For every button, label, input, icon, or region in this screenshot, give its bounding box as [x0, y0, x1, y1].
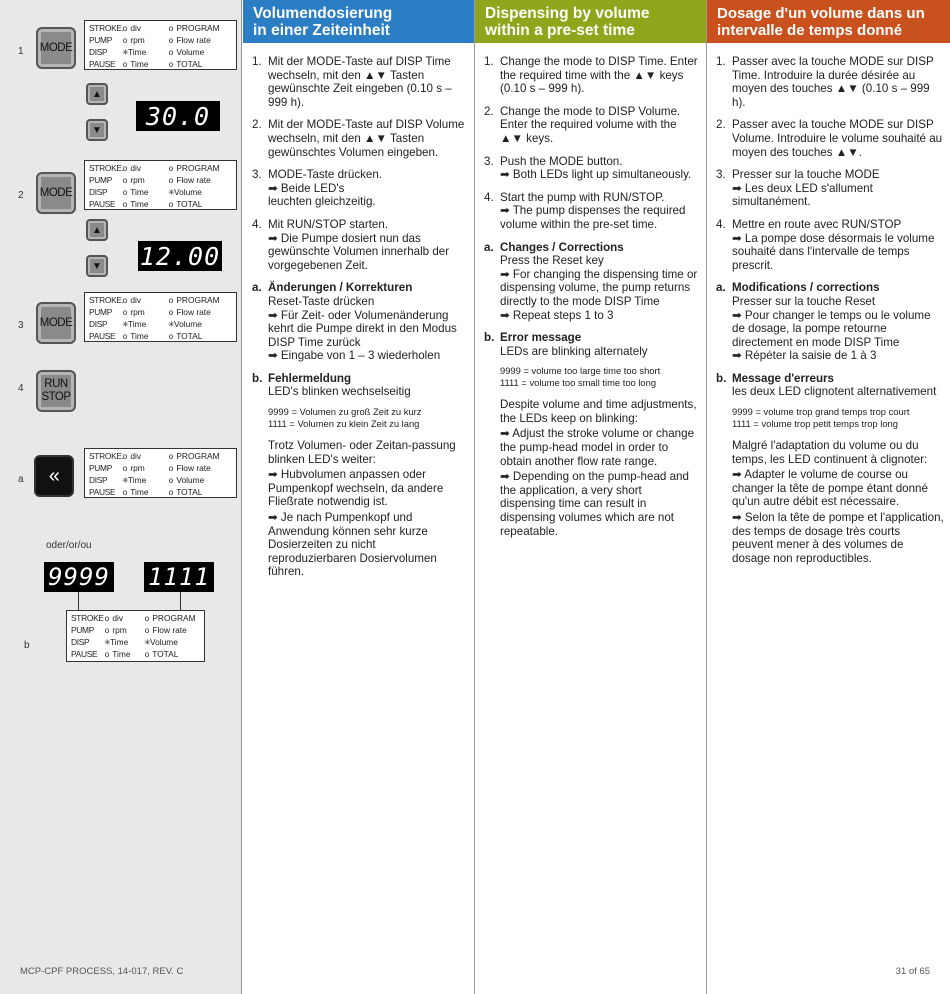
led-panel-step3: STROKE. o div o PROGRAM PUMP o rpm o Flow rate DISP ✳Time ✳Volume PAUSE o Time o TOTAL	[84, 292, 237, 342]
led-panel-step2: STROKE. o div o PROGRAM PUMP o rpm o Flow rate DISP o Time ✳Volume PAUSE o Time o TOTAL	[84, 160, 237, 210]
down-arrow-button[interactable]: ▼	[86, 119, 108, 141]
step-label-b: b	[24, 640, 30, 651]
english-column: 1. Change the mode to DISP Time. Enter the required time with the ▲▼ keys (0.10 s – 999 h). 2. Change the mode to DISP Volume. Enter the required volume with the ▲▼ keys. 3. Push the MODE button. ➡ Both LEDs light up simultaneously. 4. Start the pump with RUN/STOP. ➡ The pump dispenses the required volume within the pre-set time. a. Changes / Corrections Press the Reset key ➡ For changing the dispensing time or dispensing volume, the pump returns directly to the mode DISP Time ➡ Repeat steps 1 to 3 b. Error message LEDs are blinking alternately 9999 = volume too large time too short 1111 = volume too small time too long Despite volume and time adjustments, the LEDs keep on blinking: ➡ Adjust the stroke volume or change the pump-head model in order to obtain another flow rate range. ➡ Depending on the pump-head and the application, a very short dispensing time can result in dispensing volumes which are not repeatable.	[484, 55, 698, 538]
connector-line	[180, 592, 181, 610]
led-on-icon: ✳	[168, 188, 175, 197]
led-blink-icon: ✳	[104, 638, 111, 647]
up-arrow-button[interactable]: ▲	[86, 83, 108, 105]
german-header: Volumendosierung in einer Zeiteinheit	[243, 0, 474, 43]
reset-rewind-icon[interactable]: «	[34, 455, 74, 497]
step-label-1: 1	[18, 46, 24, 57]
oder-label: oder/or/ou	[46, 540, 92, 551]
french-column: 1. Passer avec la touche MODE sur DISP Time. Introduire la durée désirée au moyen des touches ▲▼ (0.10 s – 999 h). 2. Passer avec la touche MODE sur DISP Volume. Introduire le volume souhaité au moyen des touches ▲▼. 3. Presser sur la touche MODE ➡ Les deux LED s'allument simultanément. 4. Mettre en route avec RUN/STOP ➡ La pompe dose désormais le volume souhaité dans l'intervalle de temps prescrit. a. Modifications / corrections Presser sur la touche Reset ➡ Pour changer le temps ou le volume de dosage, la pompe retourne directement en mode DISP Time ➡ Répéter la saisie de 1 à 3 b. Message d'erreurs les deux LED clignotent alternativement 9999 = volume trop grand temps trop court 1111 = volume trop petit temps trop long Malgré l'adaptation du volume ou du temps, les LED continuent à clignoter: ➡ Adapter le volume de course ou changer la tête de pompe étant donné qu'un autre débit est nécessaire. ➡ Selon la tête de pompe et l'application, des temps de dosage très courts peuvent mener à des volumes de dosage non reproductibles.	[716, 55, 944, 565]
step-label-a: a	[18, 474, 24, 485]
down-arrow-button[interactable]: ▼	[86, 255, 108, 277]
led-on-icon: ✳	[122, 476, 129, 485]
led-panel-step-a: STROKE. o div o PROGRAM PUMP o rpm o Flow rate DISP ✳Time o Volume PAUSE o Time o TOTAL	[84, 448, 237, 498]
display-volume: 12.00	[139, 241, 221, 271]
led-on-icon: ✳	[122, 48, 129, 57]
mode-button-step1[interactable]: MODE	[36, 27, 76, 69]
step-label-3: 3	[18, 320, 24, 331]
led-on-icon: ✳	[168, 320, 175, 329]
led-on-icon: ✳	[122, 320, 129, 329]
document-id: MCP-CPF PROCESS, 14-017, REV. C	[20, 966, 184, 977]
mode-button-step2[interactable]: MODE	[36, 172, 76, 214]
error-display-1111: 1111	[144, 562, 214, 592]
run-stop-button[interactable]: RUN STOP	[36, 370, 76, 412]
mode-button-step3[interactable]: MODE	[36, 302, 76, 344]
page-number: 31 of 65	[895, 966, 930, 977]
step-label-4: 4	[18, 383, 24, 394]
connector-line	[78, 592, 79, 610]
led-panel-step-b: STROKE o div o PROGRAM PUMP o rpm o Flow rate DISP ✳Time ✳Volume PAUSE o Time o TOTAL	[66, 610, 205, 662]
up-arrow-button[interactable]: ▲	[86, 219, 108, 241]
led-panel-step1: STROKE. o div o PROGRAM PUMP o rpm o Flow rate DISP ✳Time o Volume PAUSE o Time o TOTAL	[84, 20, 237, 70]
error-display-9999: 9999	[44, 562, 114, 592]
step-label-2: 2	[18, 190, 24, 201]
led-blink-icon: ✳	[144, 638, 151, 647]
column-divider	[706, 0, 707, 994]
display-time: 30.0	[136, 101, 220, 131]
french-header: Dosage d'un volume dans un intervalle de temps donné	[707, 0, 950, 43]
column-divider	[474, 0, 475, 994]
english-header: Dispensing by volume within a pre-set time	[475, 0, 706, 43]
german-column: 1. Mit der MODE-Taste auf DISP Time wechseln, mit den ▲▼ Tasten gewünschte Zeit eingeben (0.10 s – 999 h). 2. Mit der MODE-Taste auf DISP Volume wechseln, mit den ▲▼ Tasten gewünschtes Volumen eingeben. 3. MODE-Taste drücken. ➡ Beide LED's leuchten gleichzeitig. 4. Mit RUN/STOP starten. ➡ Die Pumpe dosiert nun das gewünschte Volumen innerhalb der vorgegebenen Zeit. a. Änderungen / Korrekturen Reset-Taste drücken ➡ Für Zeit- oder Volumenänderung kehrt die Pumpe direkt in den Modus DISP Time zurück ➡ Eingabe von 1 – 3 wiederholen b. Fehlermeldung LED's blinken wechselseitig 9999 = Volumen zu groß Zeit zu kurz 1111 = Volumen zu klein Zeit zu lang Trotz Volumen- oder Zeitan-passung blinken LED's weiter: ➡ Hubvolumen anpassen oder Pumpenkopf wechseln, da andere Fließrate notwendig ist. ➡ Je nach Pumpenkopf und Anwendung können sehr kurze Dosierzeiten zu nicht reproduzierbaren Dosiervolumen führen.	[252, 55, 465, 579]
